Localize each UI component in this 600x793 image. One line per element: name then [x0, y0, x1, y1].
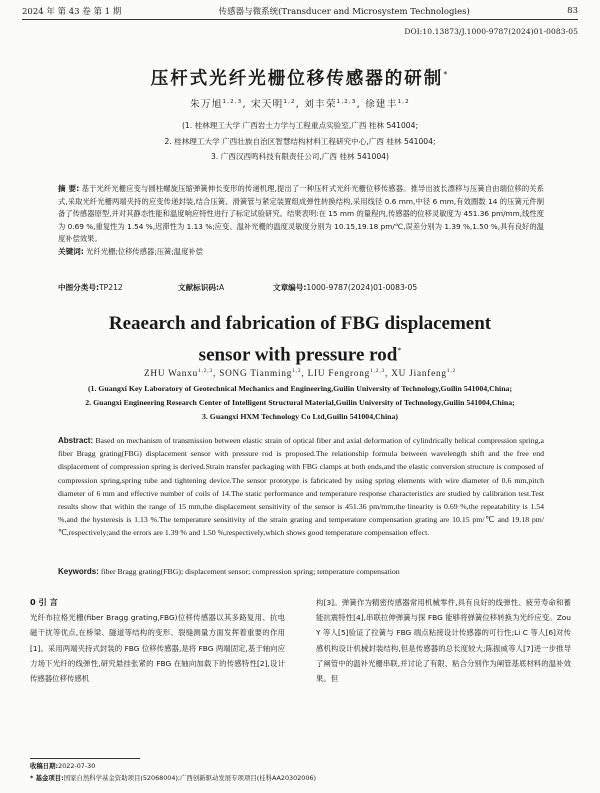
header-rule: [22, 19, 578, 20]
english-abstract-label: Abstract:: [58, 436, 94, 445]
english-keywords-block: [58, 566, 544, 578]
english-keywords: fiber Bragg grating(FBG); displacement sensor; compression spring; temperature compensation: [100, 567, 400, 576]
intro-text-right: 构[3]。弹簧作为精密传感器常用机械零件,具有良好的线弹性、疲劳寿命和蓄能抗震特性[4],串联拉伸弹簧与探 FBG 能够将弹簧位移转换为光纤应变。Zou Y 等人[5]验证了拉簧与 FBG 端点粘接设计传感器的可行性;Li C 等人[6]对传感机构设计机械封装结构,但是传感器的总长度较大;陈振威等人[7]进一步推导了阐管中的温补光栅串联,并讨论了有限、粘合分别作为阐管基底材料的温补效果。但: [316, 598, 571, 684]
chinese-affiliation-3: 3. 广西汉西鸣科技有限责任公司,广西 桂林 541004): [211, 152, 389, 161]
section-heading-introduction: 0 引 言: [30, 597, 58, 607]
doi[interactable]: DOI:10.13873/J.1000-9787(2024)01-0083-05: [404, 27, 578, 36]
journal-name: 传感器与微系统(Transducer and Microsystem Technologies): [218, 7, 470, 17]
english-title: [0, 310, 600, 368]
title-footnote-mark: *: [443, 70, 450, 80]
footnote-rule: [30, 758, 140, 759]
chinese-abstract-label: 摘 要:: [58, 184, 80, 193]
english-authors: ZHU Wanxu$^{1,2,3}$, SONG Tianming$^{1,2}$, LIU Fengrong$^{1,2,3}$, XU Jianfeng$^{1,2}$: [143, 368, 457, 379]
english-abstract: [58, 434, 544, 540]
author: ZHU Wanxu$^{1,2,3}$: [143, 368, 213, 379]
title-footnote-mark: *: [397, 346, 402, 355]
author: LIU Fengrong$^{1,2,3}$: [307, 368, 386, 379]
english-title-line1: Reaearch and fabrication of FBG displacement: [108, 313, 492, 334]
english-abstract-text: Based on mechanism of transmission between elastic strain of optical fiber and axial deformation of cylindrically helical compression spring,a fiber Bragg grating(FBG) displacement sensor with pressure rod is proposed.The relationship formula between wavelength shift and the free end displacement of compression spring is derived.Strain transfer packaging with FBG clamps at both ends,and the elastic conversion structure is composed of compression spring,spring tube and tightening device.The sensor prototype is fabricated by using spring elements with wire diameter of 0.6 mm,pitch diameter of 6 mm and effective number of coils of 14.The static performance and temperature response characteristics are studied by calibration test.Test results show that within the range of 15 mm,the displacement sensitivity of the sensor is 451.36 pm/mm,the linearity is 0.69 %,the repeatability is 1.54 %,and the hysteresis is 1.13 %.The temperature sensitivity of the strain grating and temperature compensation grating are 10.15 pm/℃ and 19.18 pm/℃,respectively;and the errors are 1.39 % and 1.50 %,respectively,which shows good temperature compensation effect.: [58, 436, 544, 538]
intro-text-left: 光纤布拉格光栅(fiber Bragg grating,FBG)位移传感器以其多路复用、抗电磁干扰等优点,在桥梁、隧道等结构的变形、裂缝测量方面发挥着重要的作用[1]。采用两端夹持式封装的 FBG 位移传感器,是将 FBG 两端固定,基于轴向应力场下光纤的线弹性,研究悬挂张紧的 FBG 在轴向加载下的传感特性[2],设计传感器位移传感机: [30, 613, 285, 684]
chinese-title-text: 压杆式光纤光栅位移传感器的研制: [150, 69, 444, 89]
running-header: [22, 4, 578, 18]
chinese-keywords-label: 关键词:: [58, 246, 84, 256]
chinese-affiliation-1: (1. 桂林理工大学 广西岩土力学与工程重点实验室,广西 桂林 541004;: [181, 121, 419, 130]
author: 朱万旭$^{1,2,3}$: [190, 98, 243, 110]
article-number-field: 文章编号:1000-9787(2024)01-0083-05: [273, 283, 418, 292]
body-right-column: [316, 595, 571, 686]
chinese-affiliation-2: 2. 桂林理工大学 广西壮族自治区智慧结构材料工程研究中心,广西 桂林 541004;: [164, 137, 436, 146]
author: 宋天明$^{1,2}$: [251, 98, 296, 110]
english-keywords-label: Keywords:: [58, 567, 99, 576]
classification-line: [58, 282, 544, 293]
author: XU Jianfeng$^{1,2}$: [391, 368, 457, 379]
english-affiliation-3: 3. Guangxi HXM Technology Co Ltd,Guilin 541004,China): [201, 412, 399, 421]
chinese-abstract: [58, 183, 544, 259]
chinese-authors: 朱万旭$^{1,2,3}$, 宋天明$^{1,2}$, 刘丰荣$^{1,2,3}$, 徐建丰$^{1,2}$: [190, 98, 410, 110]
page-number: 83: [567, 6, 578, 16]
received-date: 收稿日期:2022-07-30: [30, 762, 96, 770]
author: 徐建丰$^{1,2}$: [365, 98, 410, 110]
body-left-column: [30, 595, 285, 686]
fund-note: * 基金项目:国家自然科学基金资助项目(52068004);广西创新驱动发展专项项目(桂科AA20302006): [30, 774, 316, 782]
chinese-keywords: 光纤光栅;位移传感器;压簧;温度补偿: [86, 246, 203, 256]
english-affiliation-2: 2. Guangxi Engineering Research Center of Intelligent Structural Material,Guilin University of Technology,Guilin 541004,China;: [85, 398, 515, 407]
chinese-abstract-text: 基于光纤光栅应变与圆柱螺旋压缩弹簧伸长变形的传递机理,提出了一种压杆式光纤光栅位移传感器。推导出波长漂移与压簧自由端位移的关系式,采取光纤光栅两端夹持的应变传递封装,结合压簧、滑簧管与紧定装置组成弹性转换结构,采用线径 0.6 mm,中径 6 mm,有效圈数 14 的压簧元件制备了传感器原型,并对其静态性能和温度响应特性进行了标定试验研究。结果表明:在 15 mm 的量程内,传感器的位移灵敏度为 451.36 pm/mm,线性度为 0.69 %,重复性为 1.54 %,迟滞性为 1.13 %;应变、温补光栅的温度灵敏度分别为 10.15,19.18 pm/℃,误差分别为 1.39 %,1.50 %,具有良好的温度补偿效果。: [58, 184, 544, 244]
english-title-line2: sensor with pressure rod: [198, 344, 398, 366]
doc-code-field: 文献标识码:A: [178, 283, 225, 292]
author: SONG Tianming$^{1,2}$: [219, 368, 302, 379]
author: 刘丰荣$^{1,2,3}$: [304, 98, 357, 110]
chinese-title: [0, 65, 600, 90]
clc-field: 中图分类号:TP212: [58, 283, 123, 292]
journal-issue: 2024 年 第 43 卷 第 1 期: [22, 7, 122, 17]
english-affiliation-1: (1. Guangxi Key Laboratory of Geotechnical Mechanics and Engineering,Guilin University of Technology,Guilin 541004,China;: [87, 384, 513, 393]
